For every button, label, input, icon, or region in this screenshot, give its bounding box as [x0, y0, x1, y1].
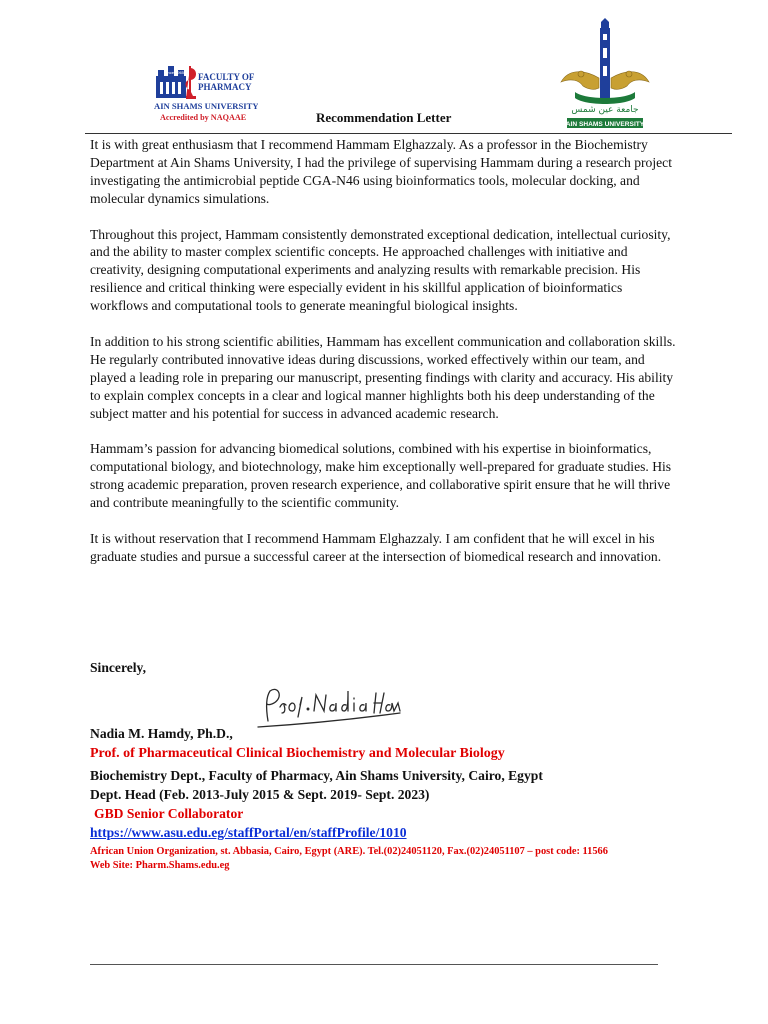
svg-text:FACULTY OF: FACULTY OF [198, 72, 255, 82]
closing: Sincerely, [90, 660, 147, 675]
signatory-gbd-role: GBD Senior Collaborator [94, 806, 244, 821]
signatory-dept-head: Dept. Head (Feb. 2013-July 2015 & Sept. 2019- Sept. 2023) [90, 787, 430, 802]
faculty-website: Web Site: Pharm.Shams.edu.eg [90, 860, 230, 871]
faculty-of-pharmacy-logo [150, 62, 258, 124]
svg-text:PHARMACY: PHARMACY [198, 82, 252, 92]
header-divider [85, 133, 732, 134]
signatory-name: Nadia M. Hamdy, Ph.D., [90, 726, 233, 741]
footer-divider [90, 964, 658, 965]
handwritten-signature [250, 683, 405, 731]
svg-text:جامعة عين شمس: جامعة عين شمس [571, 105, 639, 115]
svg-text:Since 1965: Since 1965 [164, 70, 185, 75]
staff-profile-link[interactable]: https://www.asu.edu.eg/staffPortal/en/staffProfile/1010 [90, 825, 407, 840]
paragraph-5: It is without reservation that I recommend Hammam Elghazzaly. I am confident that he will excel in his graduate studies and pursue a successful career at the intersection of biomedical research and innovation. [90, 530, 662, 564]
letter-title: Recommendation Letter [316, 110, 452, 125]
signatory-department: Biochemistry Dept., Faculty of Pharmacy, Ain Shams University, Cairo, Egypt [90, 768, 543, 783]
paragraph-4: Hammam’s passion for advancing biomedical solutions, combined with his expertise in bioinformatics, computational biology, and biotechnology, make him exceptionally well-prepared for graduate studies. His strong academic preparation, proven research experience, and collaborative spirit ensure that he will thrive and contribute meaningfully to the scientific community. [90, 441, 672, 511]
svg-text:Accredited by NAQAAE: Accredited by NAQAAE [160, 113, 247, 122]
signatory-title: Prof. of Pharmaceutical Clinical Biochemistry and Molecular Biology [90, 746, 505, 761]
letter-body [90, 136, 680, 584]
paragraph-1: It is with great enthusiasm that I recommend Hammam Elghazzaly. As a professor in the Biochemistry Department at Ain Shams University, I had the privilege of supervising Hammam during a research project investigating the antimicrobial peptide CGA-N46 using bioinformatics tools, molecular docking, and molecular dynamics simulations. [90, 137, 672, 206]
faculty-address: African Union Organization, st. Abbasia, Cairo, Egypt (ARE). Tel.(02)24051120, Fax.(02)24051107 – post code: 11566 [90, 846, 608, 857]
paragraph-2: Throughout this project, Hammam consistently demonstrated exceptional dedication, intellectual curiosity, and the ability to master complex scientific concepts. He approached challenges with initiative and creativity, designing computational experiments and analyzing results with remarkable precision. His resilience and critical thinking were especially evident in his skillful application of bioinformatics workflows and computational tools to generate meaningful biological insights. [90, 226, 671, 314]
paragraph-3: In addition to his strong scientific abilities, Hammam has excellent communication and collaboration skills. He regularly contributed innovative ideas during discussions, worked effectively within our team, and played a leading role in preparing our manuscript, presenting findings with clarity and accuracy. His ability to explain complex concepts in a clear and logical manner highlights both his deep understanding of the subject matter and his potential for success in advanced academic research. [90, 333, 676, 421]
ain-shams-university-logo [555, 18, 655, 130]
svg-text:AIN SHAMS UNIVERSITY: AIN SHAMS UNIVERSITY [565, 121, 645, 128]
svg-text:AIN SHAMS UNIVERSITY: AIN SHAMS UNIVERSITY [154, 101, 258, 111]
